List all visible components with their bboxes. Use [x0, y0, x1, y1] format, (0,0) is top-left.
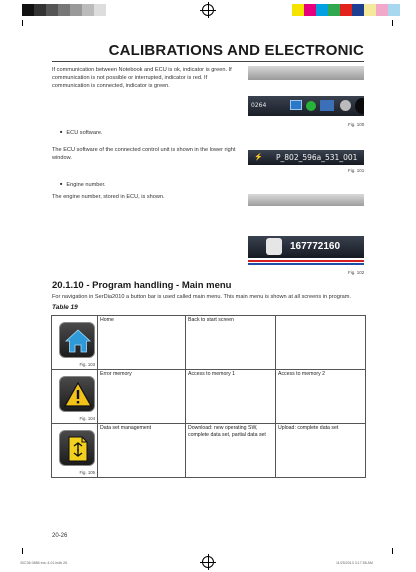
icon-cell: [52, 370, 98, 424]
operator-icon: [266, 238, 282, 255]
table-row: [52, 370, 366, 424]
settings-icon: [340, 100, 351, 111]
footer-file-info: 30C36 0886 ecu 4.01.indb 26: [20, 561, 68, 565]
table-caption: Table 19: [52, 304, 78, 311]
connection-indicator-icon: [306, 101, 316, 111]
page-header-title: CALIBRATIONS AND ELECTRONIC: [108, 42, 364, 59]
warning-icon: [59, 376, 95, 412]
figure-102-label: Fig. 102: [348, 270, 365, 275]
engine-number-value: 167772160: [290, 241, 341, 252]
ecu-icon: ⚡: [254, 154, 263, 161]
crop-mark: [392, 548, 393, 554]
status-code: 0264: [251, 102, 267, 109]
icon-cell: [52, 316, 98, 370]
section-title: 20.1.10 - Program handling - Main menu: [52, 280, 232, 291]
figure-101-software-window: [248, 150, 364, 165]
red-stripe: [248, 260, 364, 262]
table-cell-description: Download: new operating SW, complete data set, partial data set: [186, 424, 276, 478]
figure-100-top-strip: [248, 66, 364, 80]
registration-mark-top: [202, 4, 214, 16]
grayscale-bar: [22, 4, 118, 16]
table-row: [52, 316, 366, 370]
table-cell-extra: Access to memory 2: [276, 370, 366, 424]
color-bar: [292, 4, 400, 16]
figure-101-label: Fig. 101: [348, 168, 365, 173]
monitor-icon: [290, 100, 302, 110]
home-icon: [59, 322, 95, 358]
round-button-icon: [355, 98, 364, 114]
engine-number-paragraph: The engine number, stored in ECU, is shown.: [52, 194, 165, 200]
icon-cell: [52, 424, 98, 478]
table-cell-name: Error memory: [98, 370, 186, 424]
intro-paragraph: If communication between Notebook and ECU is ok, indicator is green. If communication is not possible or interrupted, indicator is red. If communication is connected, indicator is green.: [52, 67, 232, 89]
ecu-software-bullet: ■ ECU software.: [60, 129, 102, 137]
flag-icon: [320, 100, 334, 111]
ecu-software-paragraph: The ECU software of the connected control unit is shown in the lower right window.: [52, 147, 236, 161]
table-row: [52, 424, 366, 478]
figure-100-label: Fig. 100: [348, 122, 365, 127]
figure-105-label: Fig. 105: [79, 470, 95, 475]
figure-100-statusbar: [248, 96, 364, 116]
figure-102-engine-window: [248, 236, 364, 266]
engine-number-bullet: ■ Engine number.: [60, 181, 106, 189]
table-cell-extra: [276, 316, 366, 370]
software-id: P_802_596a_531_001: [276, 153, 358, 162]
page-number: 20-26: [52, 533, 68, 539]
blue-stripe: [248, 263, 364, 265]
table-cell-description: Access to memory 1: [186, 370, 276, 424]
figure-102-top-strip: [248, 194, 364, 206]
main-menu-table: [51, 315, 366, 478]
figure-104-label: Fig. 104: [79, 416, 95, 421]
table-cell-extra: Upload: complete data set: [276, 424, 366, 478]
table-cell-description: Back to start screen: [186, 316, 276, 370]
table-cell-name: Home: [98, 316, 186, 370]
registration-mark-bottom: [202, 556, 214, 568]
figure-103-label: Fig. 103: [79, 362, 95, 367]
crop-mark: [392, 20, 393, 26]
footer-timestamp: 11/25/2013 3:17:56 AM: [336, 561, 373, 565]
dataset-icon: [59, 430, 95, 466]
crop-mark: [22, 548, 23, 554]
table-cell-name: Data set management: [98, 424, 186, 478]
section-paragraph: For navigation in SerDia2010 a button bar is used called main menu. This main menu is shown at all screens in program.: [52, 294, 352, 300]
header-divider: [52, 61, 364, 62]
crop-mark: [22, 20, 23, 26]
